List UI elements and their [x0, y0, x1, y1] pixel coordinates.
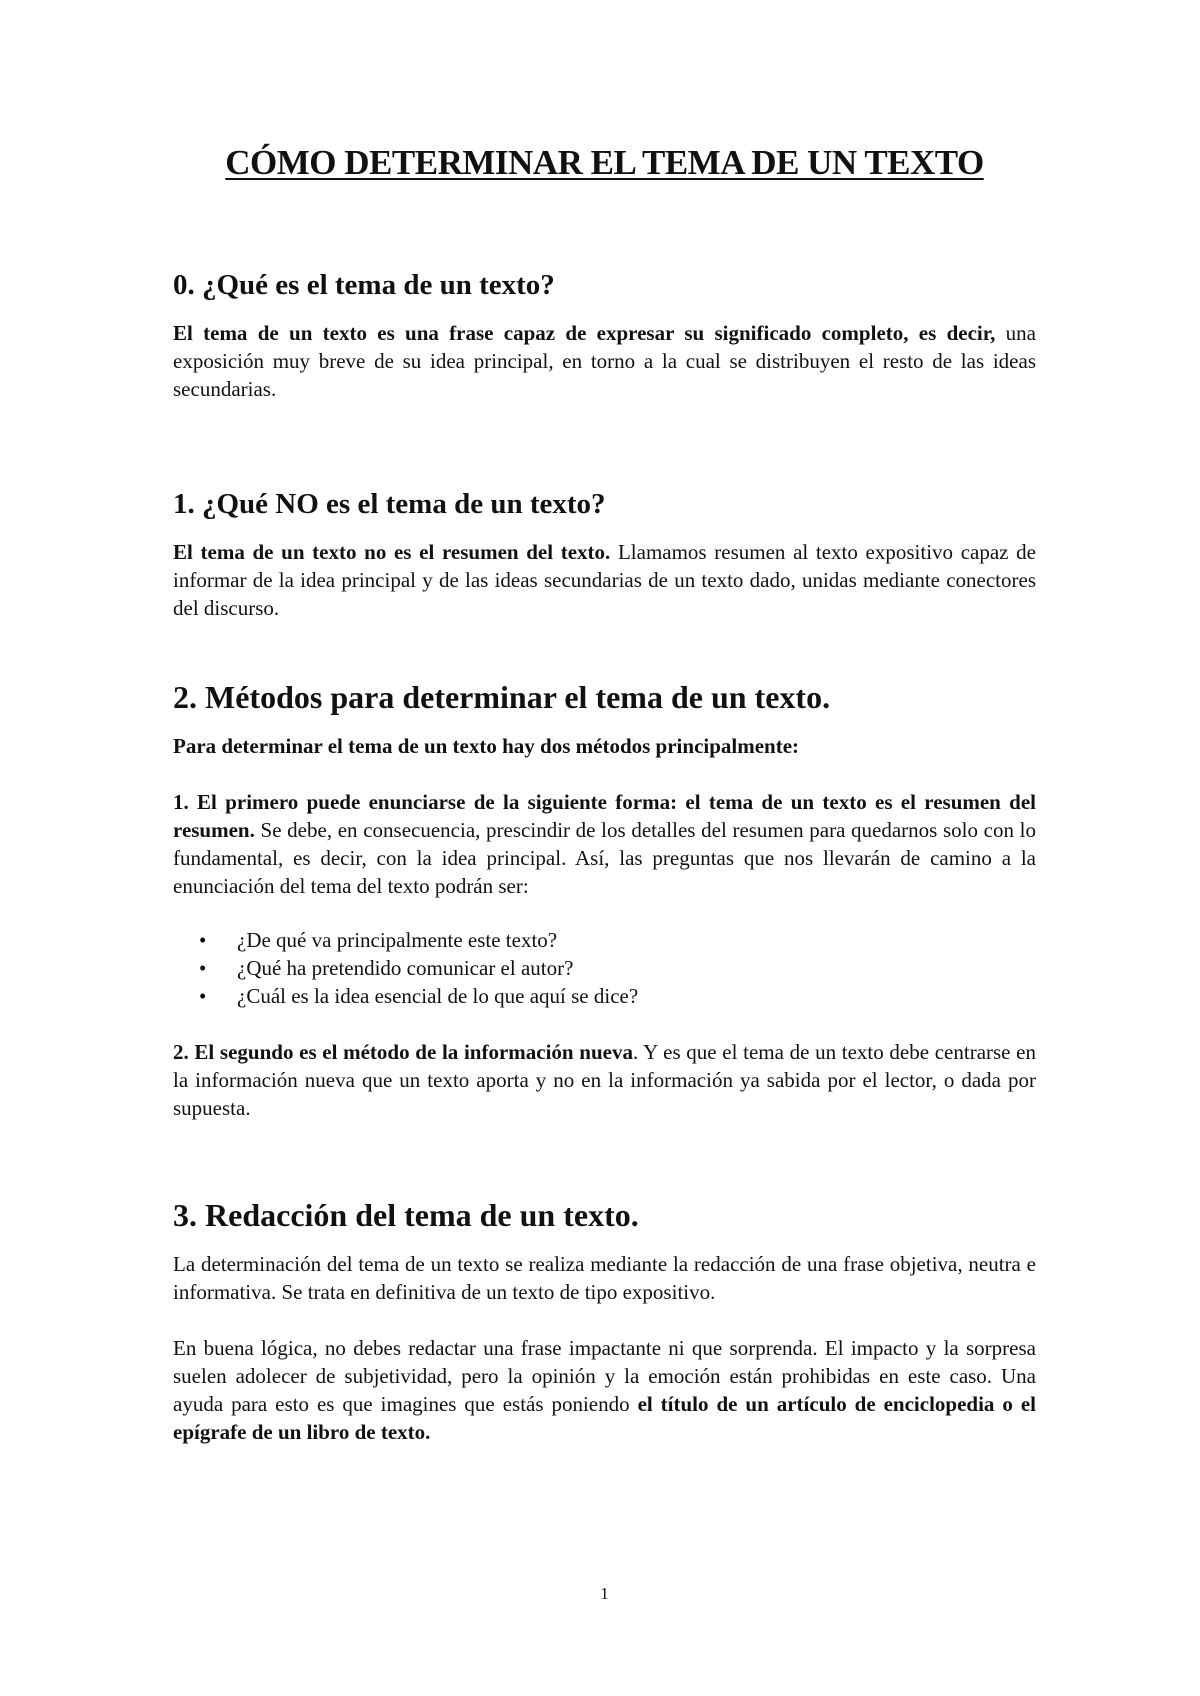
section-2-intro — [173, 732, 1036, 760]
bullet-icon: • — [199, 928, 207, 953]
section-0-text: una exposición muy breve de su idea principal, en torno a la cual se distribuyen el resto de las ideas secundarias. — [173, 320, 1036, 401]
section-3-text: En buena lógica, no debes redactar una frase impactante ni que sorprenda. El impacto y la sorpresa suelen adolecer de subjetividad, pero la opinión y la emoción están prohibidas en este caso. Una ayuda para esto es que imagines que estás poniendo — [173, 1336, 1036, 1417]
list-item — [199, 954, 1036, 982]
method-2-paragraph — [173, 1038, 1036, 1122]
method-2-text: . Y es que el tema de un texto debe centrarse en la información nueva que un texto aporta y no en la información ya sabida por el lector, o dada por supuesta. — [173, 1040, 1036, 1121]
method-2-bold-text: 2. El segundo es el método de la información nueva — [173, 1040, 633, 1065]
section-2 — [173, 678, 1036, 1122]
section-3-heading: 3. Redacción del tema de un texto. — [173, 1197, 639, 1233]
method-1-bold-text: 1. El primero puede enunciarse de la siguiente forma: el tema de un texto es el resumen del resumen. — [173, 790, 1036, 843]
bullet-icon: • — [199, 956, 207, 981]
section-1 — [173, 487, 1036, 622]
document-page — [173, 0, 1036, 1696]
section-3 — [173, 1196, 1036, 1446]
section-3-bold-text: el título de un artículo de enciclopedia o el epígrafe de un libro de texto. — [173, 1392, 1036, 1445]
section-0-bold-text: El tema de un texto es una frase capaz de expresar su significado completo, es decir, — [173, 320, 996, 345]
section-0-paragraph — [173, 319, 1036, 403]
method-1-paragraph — [173, 788, 1036, 900]
list-item-text: ¿Qué ha pretendido comunicar el autor? — [237, 956, 574, 981]
question-list — [173, 926, 1036, 1010]
list-item — [199, 982, 1036, 1010]
list-item — [199, 926, 1036, 954]
section-0-heading: 0. ¿Qué es el tema de un texto? — [173, 269, 555, 301]
page-number: 1 — [600, 1584, 609, 1603]
section-1-heading: 1. ¿Qué NO es el tema de un texto? — [173, 488, 606, 520]
section-0 — [173, 268, 1036, 403]
list-item-text: ¿Cuál es la idea esencial de lo que aquí se dice? — [237, 984, 639, 1009]
section-1-bold-text: El tema de un texto no es el resumen del texto. — [173, 539, 611, 564]
method-1-text: Se debe, en consecuencia, prescindir de los detalles del resumen para quedarnos solo con lo fundamental, es decir, con la idea principal. Así, las preguntas que nos llevarán de camino a la enunciación del tema del texto podrán ser: — [173, 818, 1036, 899]
section-1-text: Llamamos resumen al texto expositivo capaz de informar de la idea principal y de las ideas secundarias de un texto dado, unidas mediante conectores del discurso. — [173, 539, 1036, 620]
section-3-paragraph-1: La determinación del tema de un texto se realiza mediante la redacción de una frase objetiva, neutra e informativa. Se trata en definitiva de un texto de tipo expositivo. — [173, 1252, 1036, 1305]
document-title: CÓMO DETERMINAR EL TEMA DE UN TEXTO — [225, 143, 984, 182]
section-2-heading: 2. Métodos para determinar el tema de un texto. — [173, 679, 831, 715]
bullet-icon: • — [199, 984, 207, 1009]
list-item-text: ¿De qué va principalmente este texto? — [237, 928, 558, 953]
section-2-intro-text: Para determinar el tema de un texto hay dos métodos principalmente: — [173, 734, 800, 759]
section-1-paragraph — [173, 538, 1036, 622]
section-3-paragraph-2 — [173, 1334, 1036, 1446]
